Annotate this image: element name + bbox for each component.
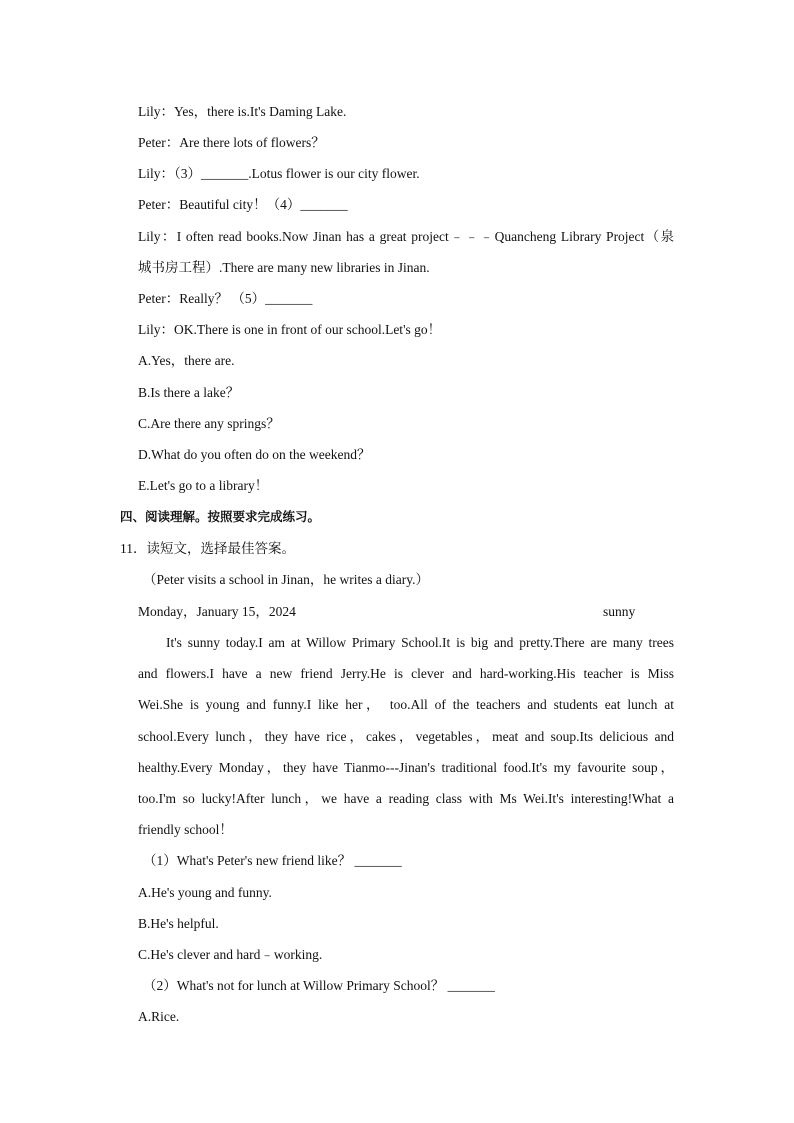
dialogue-line: Peter：Are there lots of flowers？ bbox=[138, 135, 325, 150]
diary-line: healthy.Every Monday，they have Tianmo---Jinan's traditional food.It's my favourite soup， bbox=[138, 760, 674, 775]
dialogue-line: Peter：Really？ （5）_______ bbox=[138, 291, 313, 306]
option-a: A.Yes，there are. bbox=[138, 353, 235, 368]
option-b: B.Is there a lake？ bbox=[138, 385, 240, 400]
question-intro: 11．读短文，选择最佳答案。 bbox=[120, 541, 295, 556]
diary-line: and flowers.I have a new friend Jerry.He is clever and hard-working.His teacher is Miss bbox=[138, 666, 674, 681]
diary-line: school.Every lunch，they have rice，cakes，vegetables，meat and soup.Its delicious and bbox=[138, 729, 674, 744]
option-c: C.Are there any springs？ bbox=[138, 416, 280, 431]
diary-line: Wei.She is young and funny.I like her， too.All of the teachers and students eat lunch at bbox=[138, 697, 674, 712]
dialogue-line: Peter：Beautiful city！（4）_______ bbox=[138, 197, 348, 212]
dialogue-line: Lily：（3）_______.Lotus flower is our city flower. bbox=[138, 166, 420, 181]
q2-option-a: A.Rice. bbox=[138, 1009, 180, 1024]
question-1: （1）What's Peter's new friend like？ _______ bbox=[143, 853, 402, 868]
q1-option-c: C.He's clever and hard﹣working. bbox=[138, 947, 323, 962]
passage-note: （Peter visits a school in Jinan，he writes a diary.） bbox=[143, 572, 429, 587]
diary-line: friendly school！ bbox=[138, 822, 233, 837]
question-2: （2）What's not for lunch at Willow Primary School？ _______ bbox=[143, 978, 495, 993]
dialogue-line: Lily：Yes，there is.It's Daming Lake. bbox=[138, 104, 347, 119]
option-e: E.Let's go to a library！ bbox=[138, 478, 269, 493]
diary-line: It's sunny today.I am at Willow Primary School.It is big and pretty.There are many trees bbox=[166, 635, 674, 650]
diary-weather: sunny bbox=[603, 604, 636, 619]
q1-option-a: A.He's young and funny. bbox=[138, 885, 272, 900]
q1-option-b: B.He's helpful. bbox=[138, 916, 219, 931]
section-heading: 四、阅读理解。按照要求完成练习。 bbox=[120, 509, 321, 524]
diary-date: Monday，January 15，2024 bbox=[138, 604, 296, 619]
diary-line: too.I'm so lucky!After lunch，we have a reading class with Ms Wei.It's interesting!What a bbox=[138, 791, 674, 806]
dialogue-line: 城书房工程）.There are many new libraries in Jinan. bbox=[138, 260, 430, 275]
dialogue-line: Lily：OK.There is one in front of our school.Let's go！ bbox=[138, 322, 442, 337]
dialogue-line: Lily：I often read books.Now Jinan has a great project﹣﹣﹣Quancheng Library Project（泉 bbox=[138, 229, 674, 244]
option-d: D.What do you often do on the weekend？ bbox=[138, 447, 371, 462]
